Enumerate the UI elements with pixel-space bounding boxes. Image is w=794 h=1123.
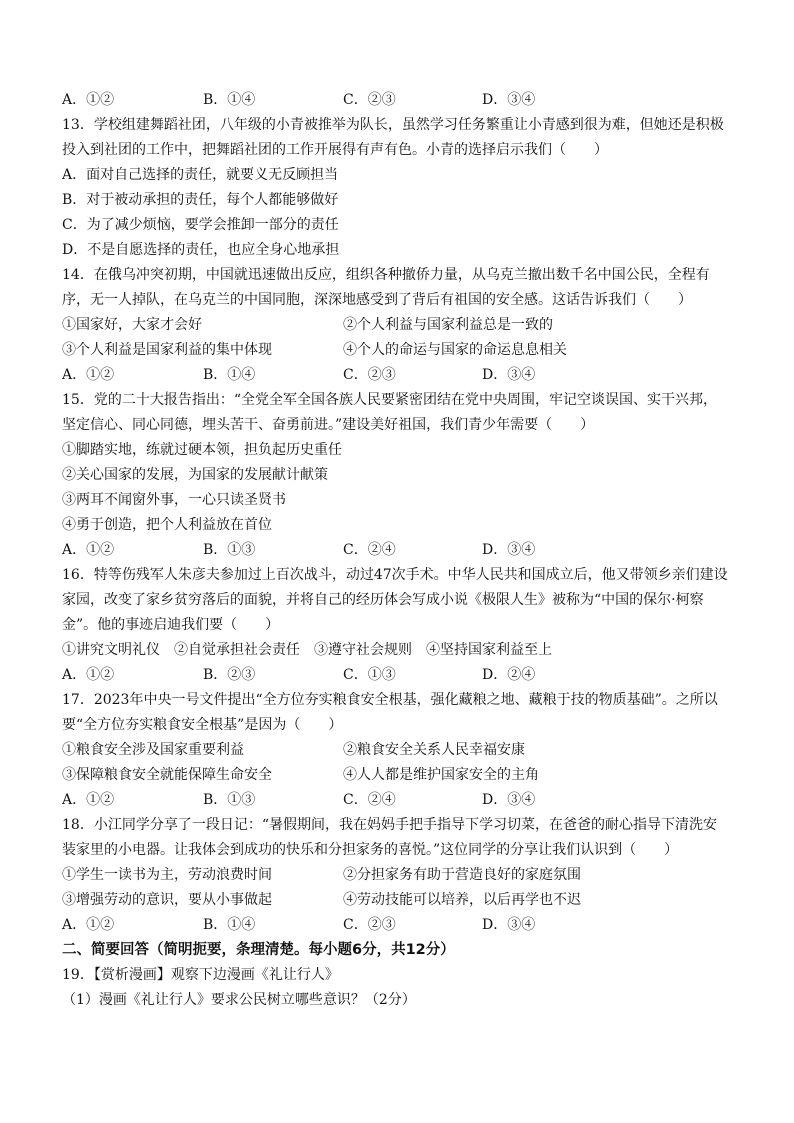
q12-option-a: A．①② <box>62 92 115 108</box>
q16-items: ①讲究文明礼仪 ②自觉承担社会责任 ③遵守社会规则 ④坚持国家利益至上 <box>62 642 552 658</box>
q18-item-4: ④劳动技能可以培养，以后再学也不迟 <box>343 892 581 908</box>
q18-stem-line-1: 18．小江同学分享了一段日记：“暑假期间，我在妈妈手把手指导下学习切菜，在爸爸的耐心指导下清洗安 <box>62 817 717 833</box>
q16-stem-line-1: 16．特等伤残军人朱彦夫参加过上百次战斗，动过47次手术。中华人民共和国成立后，他又带领乡亲们建设 <box>62 567 728 583</box>
q16-option-b: B．②③ <box>203 667 256 683</box>
q19-sub-question-1: （1）漫画《礼让行人》要求公民树立哪些意识？（2分） <box>62 992 416 1008</box>
q14-item-2: ②个人利益与国家利益总是一致的 <box>343 317 553 333</box>
q16-option-c: C．①③ <box>343 667 396 683</box>
q15-option-d: D．③④ <box>482 542 536 558</box>
q14-item-4: ④个人的命运与国家的命运息息相关 <box>343 342 567 358</box>
q15-item-1: ①脚踏实地，练就过硬本领，担负起历史重任 <box>62 442 342 458</box>
q18-option-d: D．③④ <box>482 917 536 933</box>
q17-option-b: B．①③ <box>203 792 256 808</box>
q17-item-3: ③保障粮食安全就能保障生命安全 <box>62 767 272 783</box>
q17-stem-line-1: 17．2023年中央一号文件提出“全方位夯实粮食安全根基，强化藏粮之地、藏粮于技的物质基础”。之所以 <box>62 692 718 708</box>
q14-item-1: ①国家好，大家才会好 <box>62 317 202 333</box>
q12-option-c: C．②③ <box>343 92 396 108</box>
q14-option-c: C．②③ <box>343 367 396 383</box>
q12-option-d: D．③④ <box>482 92 536 108</box>
q13-stem-line-2: 投入到社团的工作中，把舞蹈社团的工作开展得有声有色。小青的选择启示我们（ ） <box>62 142 608 158</box>
q17-item-4: ④人人都是维护国家安全的主角 <box>343 767 539 783</box>
q15-option-a: A．①② <box>62 542 115 558</box>
q14-item-3: ③个人利益是国家利益的集中体现 <box>62 342 272 358</box>
q13-choice-c: C．为了减少烦恼，要学会推卸一部分的责任 <box>62 217 339 233</box>
q13-stem-line-1: 13．学校组建舞蹈社团，八年级的小青被推举为队长，虽然学习任务繁重让小青感到很为难，但她还是积极 <box>62 117 724 133</box>
q18-option-b: B．①④ <box>203 917 256 933</box>
q16-stem-line-3: 金”。他的事迹启迪我们要（ ） <box>62 617 280 633</box>
q15-item-3: ③两耳不闻窗外事，一心只读圣贤书 <box>62 492 286 508</box>
q17-option-d: D．③④ <box>482 792 536 808</box>
q12-option-b: B．①④ <box>203 92 256 108</box>
q14-option-d: D．③④ <box>482 367 536 383</box>
q14-option-b: B．①④ <box>203 367 256 383</box>
q17-option-a: A．①② <box>62 792 115 808</box>
q15-stem-line-2: 坚定信心、同心同德，埋头苦干、奋勇前进。”建设美好祖国，我们青少年需要（ ） <box>62 417 595 433</box>
q15-item-2: ②关心国家的发展，为国家的发展献计献策 <box>62 467 328 483</box>
q14-stem-line-1: 14．在俄乌冲突初期，中国就迅速做出反应，组织各种撤侨力量，从乌克兰撤出数千名中国公民，全程有 <box>62 267 710 283</box>
q18-stem-line-2: 装家里的小电器。让我体会到成功的快乐和分担家务的喜悦。”这位同学的分享让我们认识到（ ） <box>62 842 679 858</box>
q18-item-2: ②分担家务有助于营造良好的家庭氛围 <box>343 867 581 883</box>
q17-item-1: ①粮食安全涉及国家重要利益 <box>62 742 244 758</box>
q19-title: 19．【赏析漫画】观察下边漫画《礼让行人》 <box>62 967 339 983</box>
q18-option-c: C．②③ <box>343 917 396 933</box>
q15-option-b: B．①③ <box>203 542 256 558</box>
section-2-heading: 二、简要回答（简明扼要，条理清楚。每小题6分，共12分） <box>62 942 455 958</box>
q18-item-3: ③增强劳动的意识，要从小事做起 <box>62 892 272 908</box>
q18-item-1: ①学生一读书为主，劳动浪费时间 <box>62 867 272 883</box>
q15-option-c: C．②④ <box>343 542 396 558</box>
q14-stem-line-2: 序，无一人掉队，在乌克兰的中国同胞，深深地感受到了背后有祖国的安全感。这话告诉我们（ ） <box>62 292 692 308</box>
q15-stem-line-1: 15．党的二十大报告指出：“全党全军全国各族人民要紧密团结在党中央周围，牢记空谈误国、实干兴邦， <box>62 392 717 408</box>
q13-choice-d: D．不是自愿选择的责任，也应全身心地承担 <box>62 242 340 258</box>
q16-stem-line-2: 家园，改变了家乡贫穷落后的面貌，并将自己的经历体会写成小说《极限人生》被称为“中国的保尔·柯察 <box>62 592 704 608</box>
q15-item-4: ④勇于创造，把个人利益放在首位 <box>62 517 272 533</box>
q13-choice-a: A．面对自己选择的责任，就要义无反顾担当 <box>62 167 339 183</box>
q18-option-a: A．①② <box>62 917 115 933</box>
q17-option-c: C．②④ <box>343 792 396 808</box>
q17-item-2: ②粮食安全关系人民幸福安康 <box>343 742 525 758</box>
q17-stem-line-2: 要“全方位夯实粮食安全根基”是因为（ ） <box>62 717 343 733</box>
q14-option-a: A．①② <box>62 367 115 383</box>
q13-choice-b: B．对于被动承担的责任，每个人都能够做好 <box>62 192 339 208</box>
q16-option-d: D．②④ <box>482 667 536 683</box>
q16-option-a: A．①② <box>62 667 115 683</box>
